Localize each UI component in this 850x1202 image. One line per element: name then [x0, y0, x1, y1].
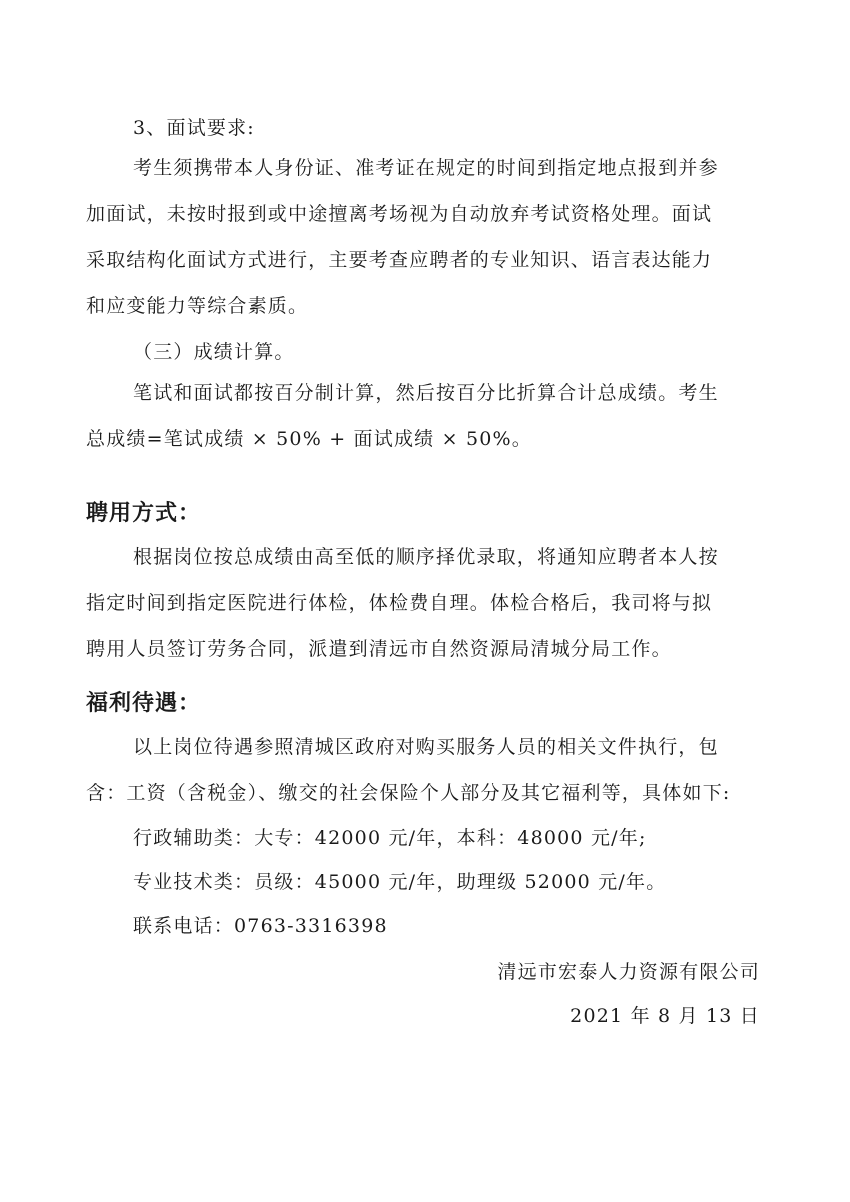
benefits-line-2: 含：工资（含税金）、缴交的社会保险个人部分及其它福利等，具体如下: — [86, 782, 731, 804]
score-line-1: 笔试和面试都按百分制计算，然后按百分比折算合计总成绩。考生 — [133, 382, 719, 404]
benefits-line-4: 专业技术类：员级：45000 元/年，助理级 52000 元/年。 — [133, 871, 667, 893]
benefits-heading: 福利待遇： — [86, 691, 202, 716]
interview-line-4: 和应变能力等综合素质。 — [86, 295, 309, 317]
score-line-2: 总成绩=笔试成绩 × 50% + 面试成绩 × 50%。 — [86, 428, 532, 450]
hiring-line-2: 指定时间到指定医院进行体检，体检费自理。体检合格后，我司将与拟 — [86, 592, 713, 614]
interview-line-1: 考生须携带本人身份证、准考证在规定的时间到指定地点报到并参 — [133, 157, 719, 179]
hiring-line-1: 根据岗位按总成绩由高至低的顺序择优录取，将通知应聘者本人按 — [133, 546, 719, 568]
interview-title: 3、面试要求: — [133, 117, 255, 139]
hiring-line-3: 聘用人员签订劳务合同，派遣到清远市自然资源局清城分局工作。 — [86, 638, 672, 660]
contact-phone: 联系电话：0763-3316398 — [133, 915, 388, 937]
company-name: 清远市宏泰人力资源有限公司 — [497, 961, 760, 983]
benefits-line-3: 行政辅助类：大专：42000 元/年，本科：48000 元/年; — [133, 827, 647, 849]
hiring-heading: 聘用方式： — [86, 501, 202, 526]
document-date: 2021 年 8 月 13 日 — [570, 1005, 760, 1027]
interview-line-3: 采取结构化面试方式进行，主要考查应聘者的专业知识、语言表达能力 — [86, 249, 713, 271]
benefits-line-1: 以上岗位待遇参照清城区政府对购买服务人员的相关文件执行，包 — [133, 736, 719, 758]
interview-line-2: 加面试，未按时报到或中途擅离考场视为自动放弃考试资格处理。面试 — [86, 203, 713, 225]
score-title: （三）成绩计算。 — [133, 341, 295, 363]
